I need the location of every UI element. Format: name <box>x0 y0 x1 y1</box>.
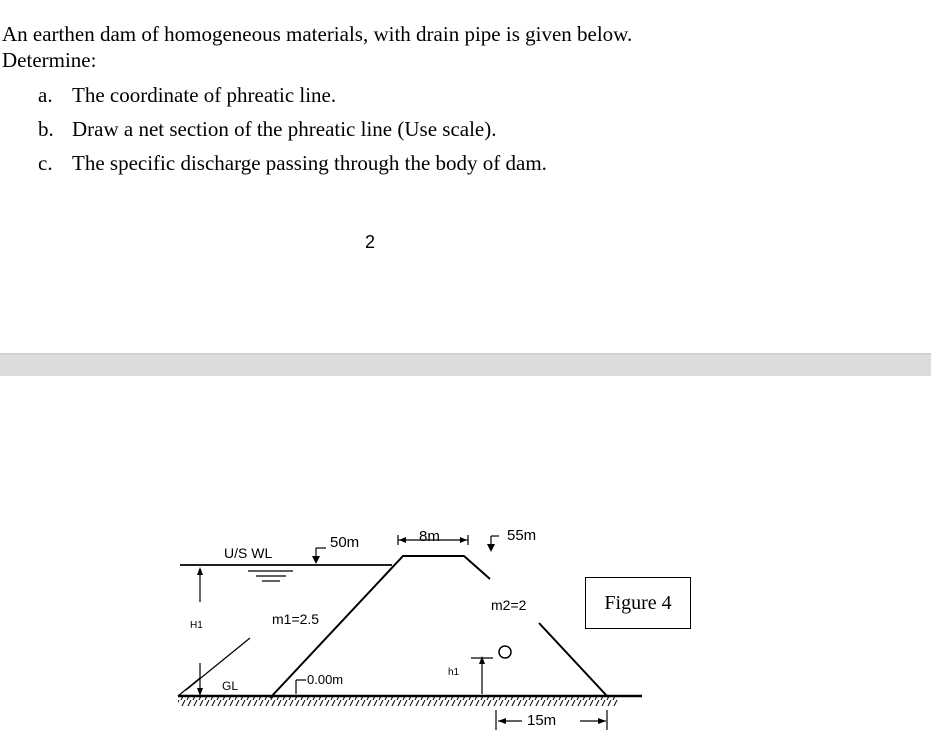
elevation-marker-50m <box>312 548 326 564</box>
task-letter: a. <box>38 83 53 107</box>
upstream-slope-label: m1=2.5 <box>272 611 320 627</box>
upstream-slope-line <box>178 678 200 696</box>
page-number: 2 <box>365 232 376 252</box>
crest-width-label: 8m <box>419 528 440 545</box>
h1-downstream-arrow <box>471 656 493 694</box>
task-text: The specific discharge passing through the body of dam. <box>72 151 547 175</box>
base-elevation-label: 0.00m <box>307 672 344 687</box>
task-letter: c. <box>38 151 53 175</box>
upstream-water <box>180 565 392 581</box>
downstream-slope-label: m2=2 <box>491 597 527 613</box>
drain-length-label: 15m <box>527 712 557 729</box>
elevation-marker-55m <box>487 536 499 552</box>
elevation-marker-0m <box>296 680 306 694</box>
intro-line-2: Determine: <box>2 48 97 72</box>
task-letter: b. <box>38 117 54 141</box>
figure-caption: Figure 4 <box>585 577 691 629</box>
problem-statement <box>2 21 632 73</box>
ground-level-label: GL <box>222 679 239 693</box>
task-text: Draw a net section of the phreatic line (Use scale). <box>72 117 497 141</box>
ds-elevation-label: 55m <box>507 527 537 544</box>
drain-pipe-icon <box>499 646 511 658</box>
downstream-toe-slope <box>539 623 607 696</box>
top-elevation-label: 50m <box>330 534 360 551</box>
ground-line <box>178 696 642 706</box>
page-separator <box>0 353 931 376</box>
task-text: The coordinate of phreatic line. <box>72 83 337 107</box>
intro-line-1: An earthen dam of homogeneous materials, with drain pipe is given below. <box>2 22 633 46</box>
h1-label: H1 <box>190 620 203 631</box>
us-wl-label: U/S WL <box>224 545 273 561</box>
dam-figure <box>0 380 931 750</box>
h1-downstream-label: h1 <box>448 667 460 678</box>
dam-drawing <box>0 380 931 750</box>
